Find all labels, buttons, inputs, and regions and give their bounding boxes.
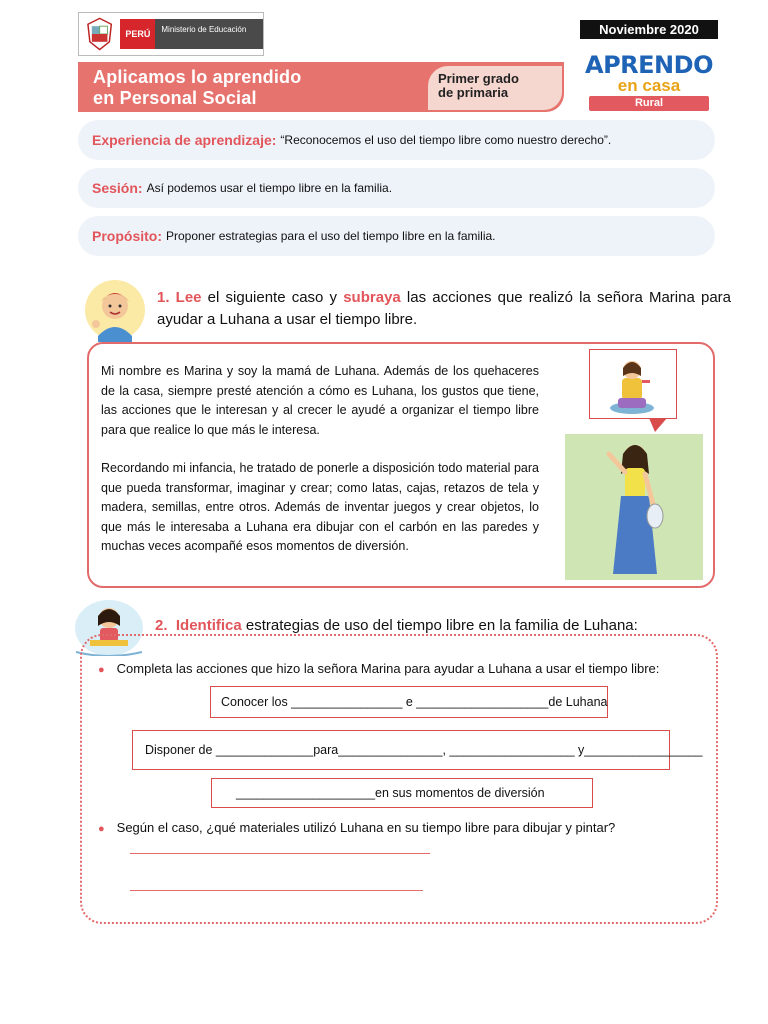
question-1-text-a: el siguiente caso y (201, 289, 344, 306)
ministry-logo (78, 12, 264, 56)
session-text: Así podemos usar el tiempo libre en la familia. (146, 181, 393, 195)
session-pill (78, 168, 715, 208)
bullet-materials-text: Según el caso, ¿qué materiales utilizó Luhana en su tiempo libre para dibujar y pintar? (116, 820, 616, 835)
date-badge: Noviembre 2020 (580, 20, 718, 39)
bullet-complete-text: Completa las acciones que hizo la señora Marina para ayudar a Luhana a usar el tiempo libre: (116, 661, 660, 676)
question-1-text-b: las acciones que realizó la señora Marina para ayudar a Luhana a usar el tiempo libre. (157, 289, 731, 328)
purpose-text: Proponer estrategias para el uso del tiempo libre en la familia. (166, 229, 496, 243)
experience-pill (78, 120, 715, 160)
keyword-lee: Lee (175, 289, 202, 306)
purpose-pill (78, 216, 715, 256)
coat-of-arms-icon (85, 16, 114, 52)
story-box (87, 342, 715, 588)
ministry-label: Ministerio de Educación (155, 19, 263, 49)
mother-illustration (565, 434, 703, 580)
question-2-text: estrategias de uso del tiempo libre en la familia de Luhana: (241, 617, 638, 634)
girl-thought-bubble (589, 349, 677, 419)
grade-label (428, 66, 562, 110)
brand-line-3: Rural (589, 96, 709, 111)
question-1 (157, 287, 731, 331)
experience-label: Experiencia de aprendizaje: (92, 132, 277, 148)
fill-in-box-conocer[interactable]: Conocer los ________________ e ___________________de Luhana (210, 686, 608, 718)
purpose-label: Propósito: (92, 228, 162, 244)
keyword-subraya: subraya (343, 289, 401, 306)
session-label: Sesión: (92, 180, 143, 196)
grade-line-2: de primaria (438, 85, 509, 100)
boy-illustration (84, 278, 146, 342)
bullet-dot: ● (98, 664, 105, 676)
story-paragraph-2: Recordando mi infancia, he tratado de ponerle a disposición todo material para que pueda transformar, imaginar y crear; como latas, cajas, retazos de tela y madera, semillas, entre otros. Además de inventar juegos y crear objetos, lo que más le interesaba a Luhana era dibujar con el carbón en las paredes y muchas veces acompañé esos momentos de diversión. (101, 461, 539, 553)
fill-in-box-disponer[interactable]: Disponer de ______________para_______________, __________________ y_________________ (132, 730, 670, 770)
answer-line-1[interactable] (130, 853, 430, 854)
page-title (93, 67, 301, 109)
bullet-materials (98, 820, 615, 835)
bullet-complete (98, 661, 659, 676)
story-text (101, 362, 539, 557)
question-1-number: 1. (157, 289, 170, 306)
answer-line-2[interactable] (130, 890, 423, 891)
activity-box (80, 634, 718, 924)
title-line-1: Aplicamos lo aprendido (93, 67, 302, 87)
bullet-dot: ● (98, 823, 105, 835)
question-2 (155, 617, 638, 634)
mother-figure-icon (565, 434, 703, 580)
bubble-tail (649, 418, 667, 432)
fill-in-box-diversion[interactable]: ____________________en sus momentos de diversión (211, 778, 593, 808)
brand-line-1: APRENDO (585, 51, 713, 79)
grade-line-1: Primer grado (438, 71, 519, 86)
brand-line-2: en casa (617, 76, 681, 95)
keyword-identifica: Identifica (175, 617, 242, 634)
experience-text: “Reconocemos el uso del tiempo libre como nuestro derecho”. (280, 133, 612, 147)
title-banner (78, 62, 564, 112)
aprendo-en-casa-logo (584, 52, 714, 110)
girl-drawing-illustration (590, 350, 675, 417)
question-2-number: 2. (155, 617, 168, 634)
title-line-2: en Personal Social (93, 88, 257, 108)
country-label: PERÚ (120, 19, 155, 49)
story-paragraph-1: Mi nombre es Marina y soy la mamá de Luhana. Además de los quehaceres de la casa, siempre presté atención a cómo es Luhana, los gustos que tiene, las acciones que le interesan y al crecer le ayudé a organizar el tiempo libre para que realice lo que más le interesa. (101, 364, 539, 437)
